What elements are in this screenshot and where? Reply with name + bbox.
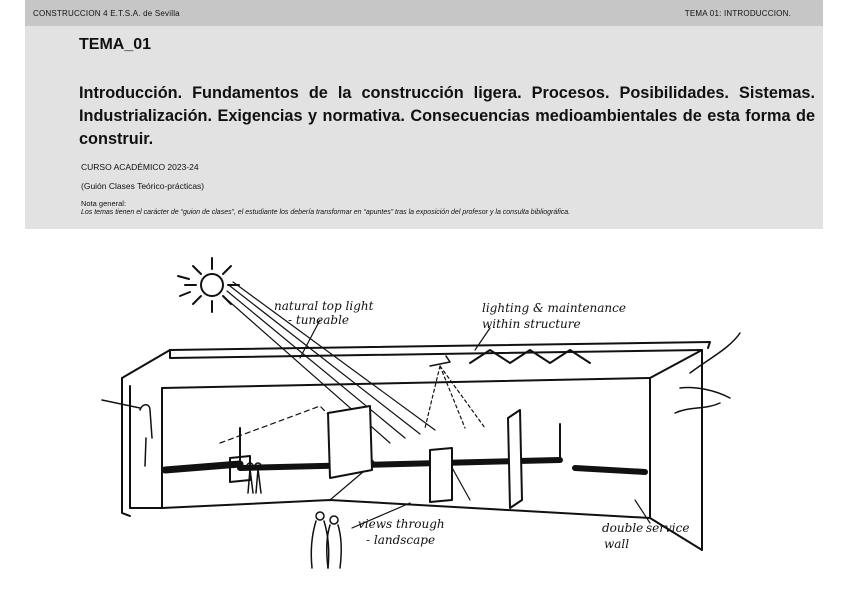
header-left: CONSTRUCCION 4 E.T.S.A. de Sevilla (33, 9, 180, 18)
label-tuneable: - tuneable (288, 313, 350, 327)
label-wall: wall (604, 537, 630, 551)
note-label: Nota general: (81, 199, 127, 208)
guide-note: (Guión Clases Teórico-prácticas) (81, 181, 205, 191)
topic-panel (25, 26, 823, 229)
label-natural-top-light: natural top light (274, 299, 374, 313)
running-header (25, 0, 823, 26)
sun-icon (178, 258, 239, 312)
people-figures (247, 463, 341, 568)
label-landscape: - landscape (366, 533, 436, 547)
architectural-sketch (90, 238, 750, 578)
label-within-structure: within structure (482, 317, 581, 331)
header-right: TEMA 01: INTRODUCCION. (684, 9, 791, 18)
label-service: service (646, 521, 690, 535)
label-double: double (602, 521, 644, 535)
course-year: CURSO ACADÉMICO 2023-24 (81, 162, 199, 172)
topic-title: TEMA_01 (79, 36, 152, 53)
label-views-through: views through (358, 517, 445, 531)
note-text: Los temas tienen el carácter de “guion de clases”, el estudiante los debería transformar en “apuntes” tras la exposición del profesor y la consulta bibliográfica. (81, 209, 571, 216)
label-lighting-maintenance: lighting & maintenance (482, 301, 626, 315)
topic-heading: Introducción. Fundamentos de la construcción ligera. Procesos. Posibilidades. Sistemas. Industrialización. Exigencias y normativa. Consecuencias medioambientales de esta forma de construir. (79, 84, 815, 148)
